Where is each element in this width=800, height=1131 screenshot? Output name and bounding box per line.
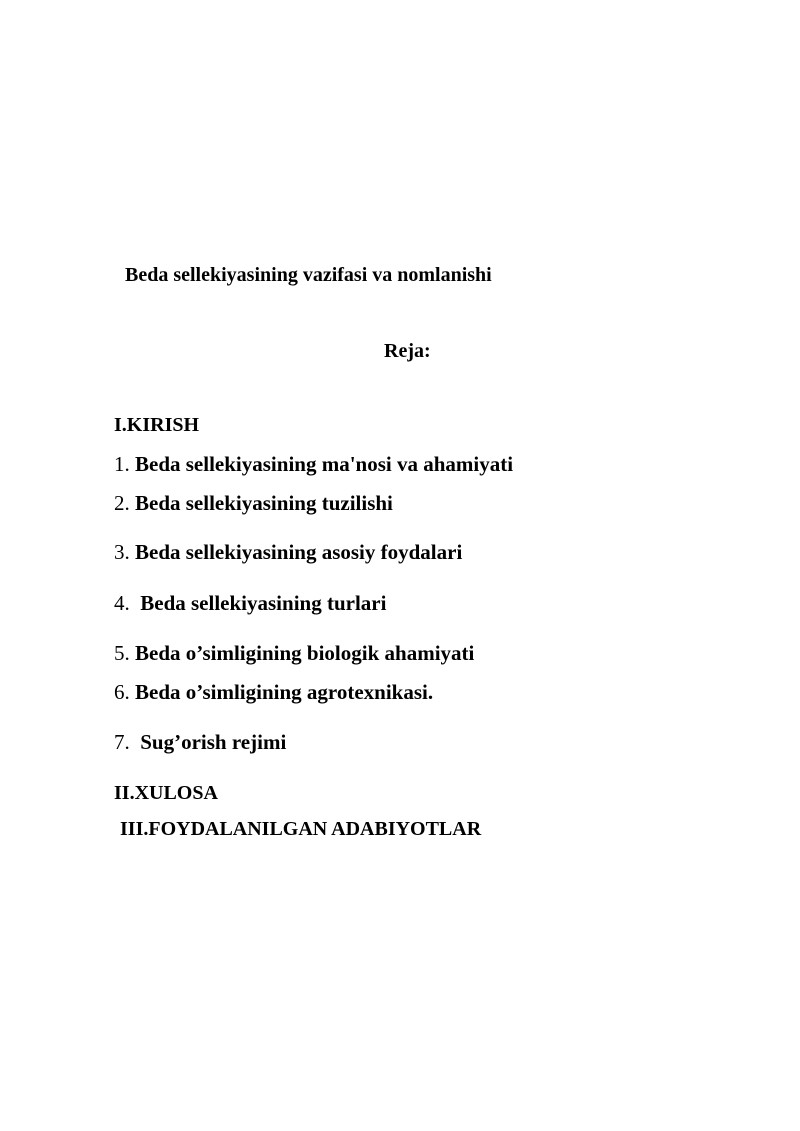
document-title: Beda sellekiyasining vazifasi va nomlanishi [125, 264, 492, 286]
plan-item-text: Beda sellekiyasining turlari [140, 591, 387, 615]
plan-item-text: Beda sellekiyasining asosiy foydalari [135, 540, 463, 564]
plan-item-text: Sug’orish rejimi [140, 730, 287, 754]
plan-item-text: Beda o’simligining biologik ahamiyati [135, 641, 475, 665]
section-introduction: I.KIRISH [114, 414, 200, 436]
plan-item-text: Beda sellekiyasining ma'nosi va ahamiyati [135, 452, 514, 476]
plan-item-number: 1. [114, 452, 135, 476]
section-references: III.FOYDALANILGAN ADABIYOTLAR [120, 818, 482, 840]
plan-item-number: 7. [114, 730, 141, 754]
plan-item [114, 491, 393, 516]
plan-item [114, 641, 474, 666]
plan-item-number: 4. [114, 591, 141, 615]
plan-item-text: Beda o’simligining agrotexnikasi. [135, 680, 434, 704]
plan-item-number: 5. [114, 641, 135, 665]
section-conclusion: II.XULOSA [114, 782, 218, 804]
plan-item [114, 591, 386, 616]
plan-heading: Reja: [384, 340, 431, 362]
plan-item [114, 540, 462, 565]
plan-item [114, 680, 433, 705]
plan-item [114, 730, 286, 755]
plan-item-number: 6. [114, 680, 135, 704]
plan-item-number: 2. [114, 491, 135, 515]
plan-item [114, 452, 513, 477]
plan-item-text: Beda sellekiyasining tuzilishi [135, 491, 393, 515]
plan-item-number: 3. [114, 540, 135, 564]
